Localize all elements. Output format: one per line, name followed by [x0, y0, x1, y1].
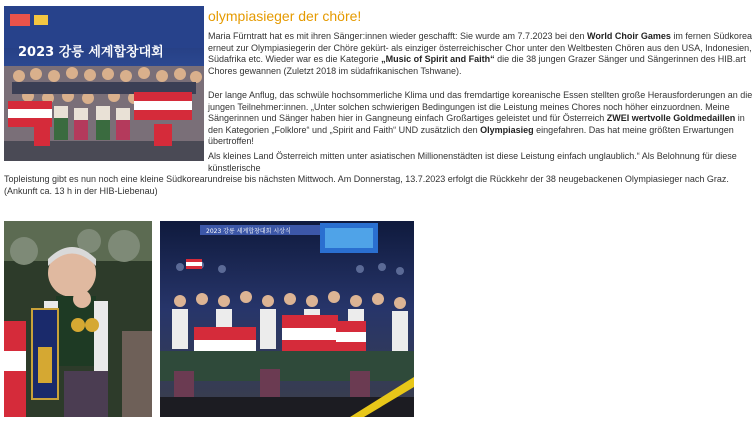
emphasis-olympiasieg: Olympiasieg: [480, 124, 534, 135]
article-paragraph-1: Maria Fürntratt hat es mit ihren Sänger:innen wieder geschafft: Sie wurde am 7.7.2023 bei den World Choir Games im fernen Südkorea erneut zur Olympiasiegerin der Chöre gekürt- als einziger österreichischer Chor unter den Weltbesten Chören aus den USA, Indonesien, Südafrika etc. Wieder war es die Kategorie „Music of Spirit and Faith“ die die 38 jungen Grazer Sänger und Sängerinnen des HIB.art Chores gewannen (Zuletzt 2018 im südafrikanischen Tshwane).: [208, 31, 752, 76]
medal-photo: [4, 221, 152, 417]
emphasis-gold-medals: ZWEI wertvolle Goldmedaillen: [606, 113, 736, 124]
emphasis-world-choir-games: World Choir Games: [587, 31, 671, 41]
article-headline: olympiasieger der chöre!: [208, 8, 362, 24]
choir-group-photo: [4, 6, 204, 161]
parade-banner-text: 2023 강릉 세계합창대회 시상식: [206, 228, 291, 235]
article-paragraph-2: Der lange Anflug, das schwüle hochsommerliche Klima und das fremdartige koreanische Essen stellten große Herausforderungen an die jungen Teilnehmer:innen. „Unter solchen schwierigen Bedingungen ist die Leistung meines Chores noch höher einzuordnen. Meine Sängerinnen und Sänger haben hier in Gangneung einfach Großartiges geleistet und für Österreich ZWEI wertvolle Goldmedaillen in den Kategorien „Folklore“ und „Spirit and Faith“ UND zusätzlich den Olympiasieg eingefahren. Das hat meine größten Erwartungen übertroffen!: [208, 90, 753, 147]
emphasis-category: „Music of Spirit and Faith“: [381, 54, 495, 65]
parade-photo: [160, 221, 414, 417]
banner-text: 2023 강릉 세계합창대회: [18, 45, 164, 60]
article-paragraph-3: Als kleines Land Österreich mitten unter asiatischen Millionenstädten ist diese Leistung einfach unglaublich.“ Als Belohnung für diese künstlerische Topleistung gibt es nun noch eine kleine Südkorearundreise bis nächsten Mittwoch. Am Donnerstag, 13.7.2023 erfolgt die Rückkehr der 38 neugebackenen Olympiasieger nach Graz. (Ankunft ca. 13 h in der HIB-Liebenau): [4, 151, 737, 196]
